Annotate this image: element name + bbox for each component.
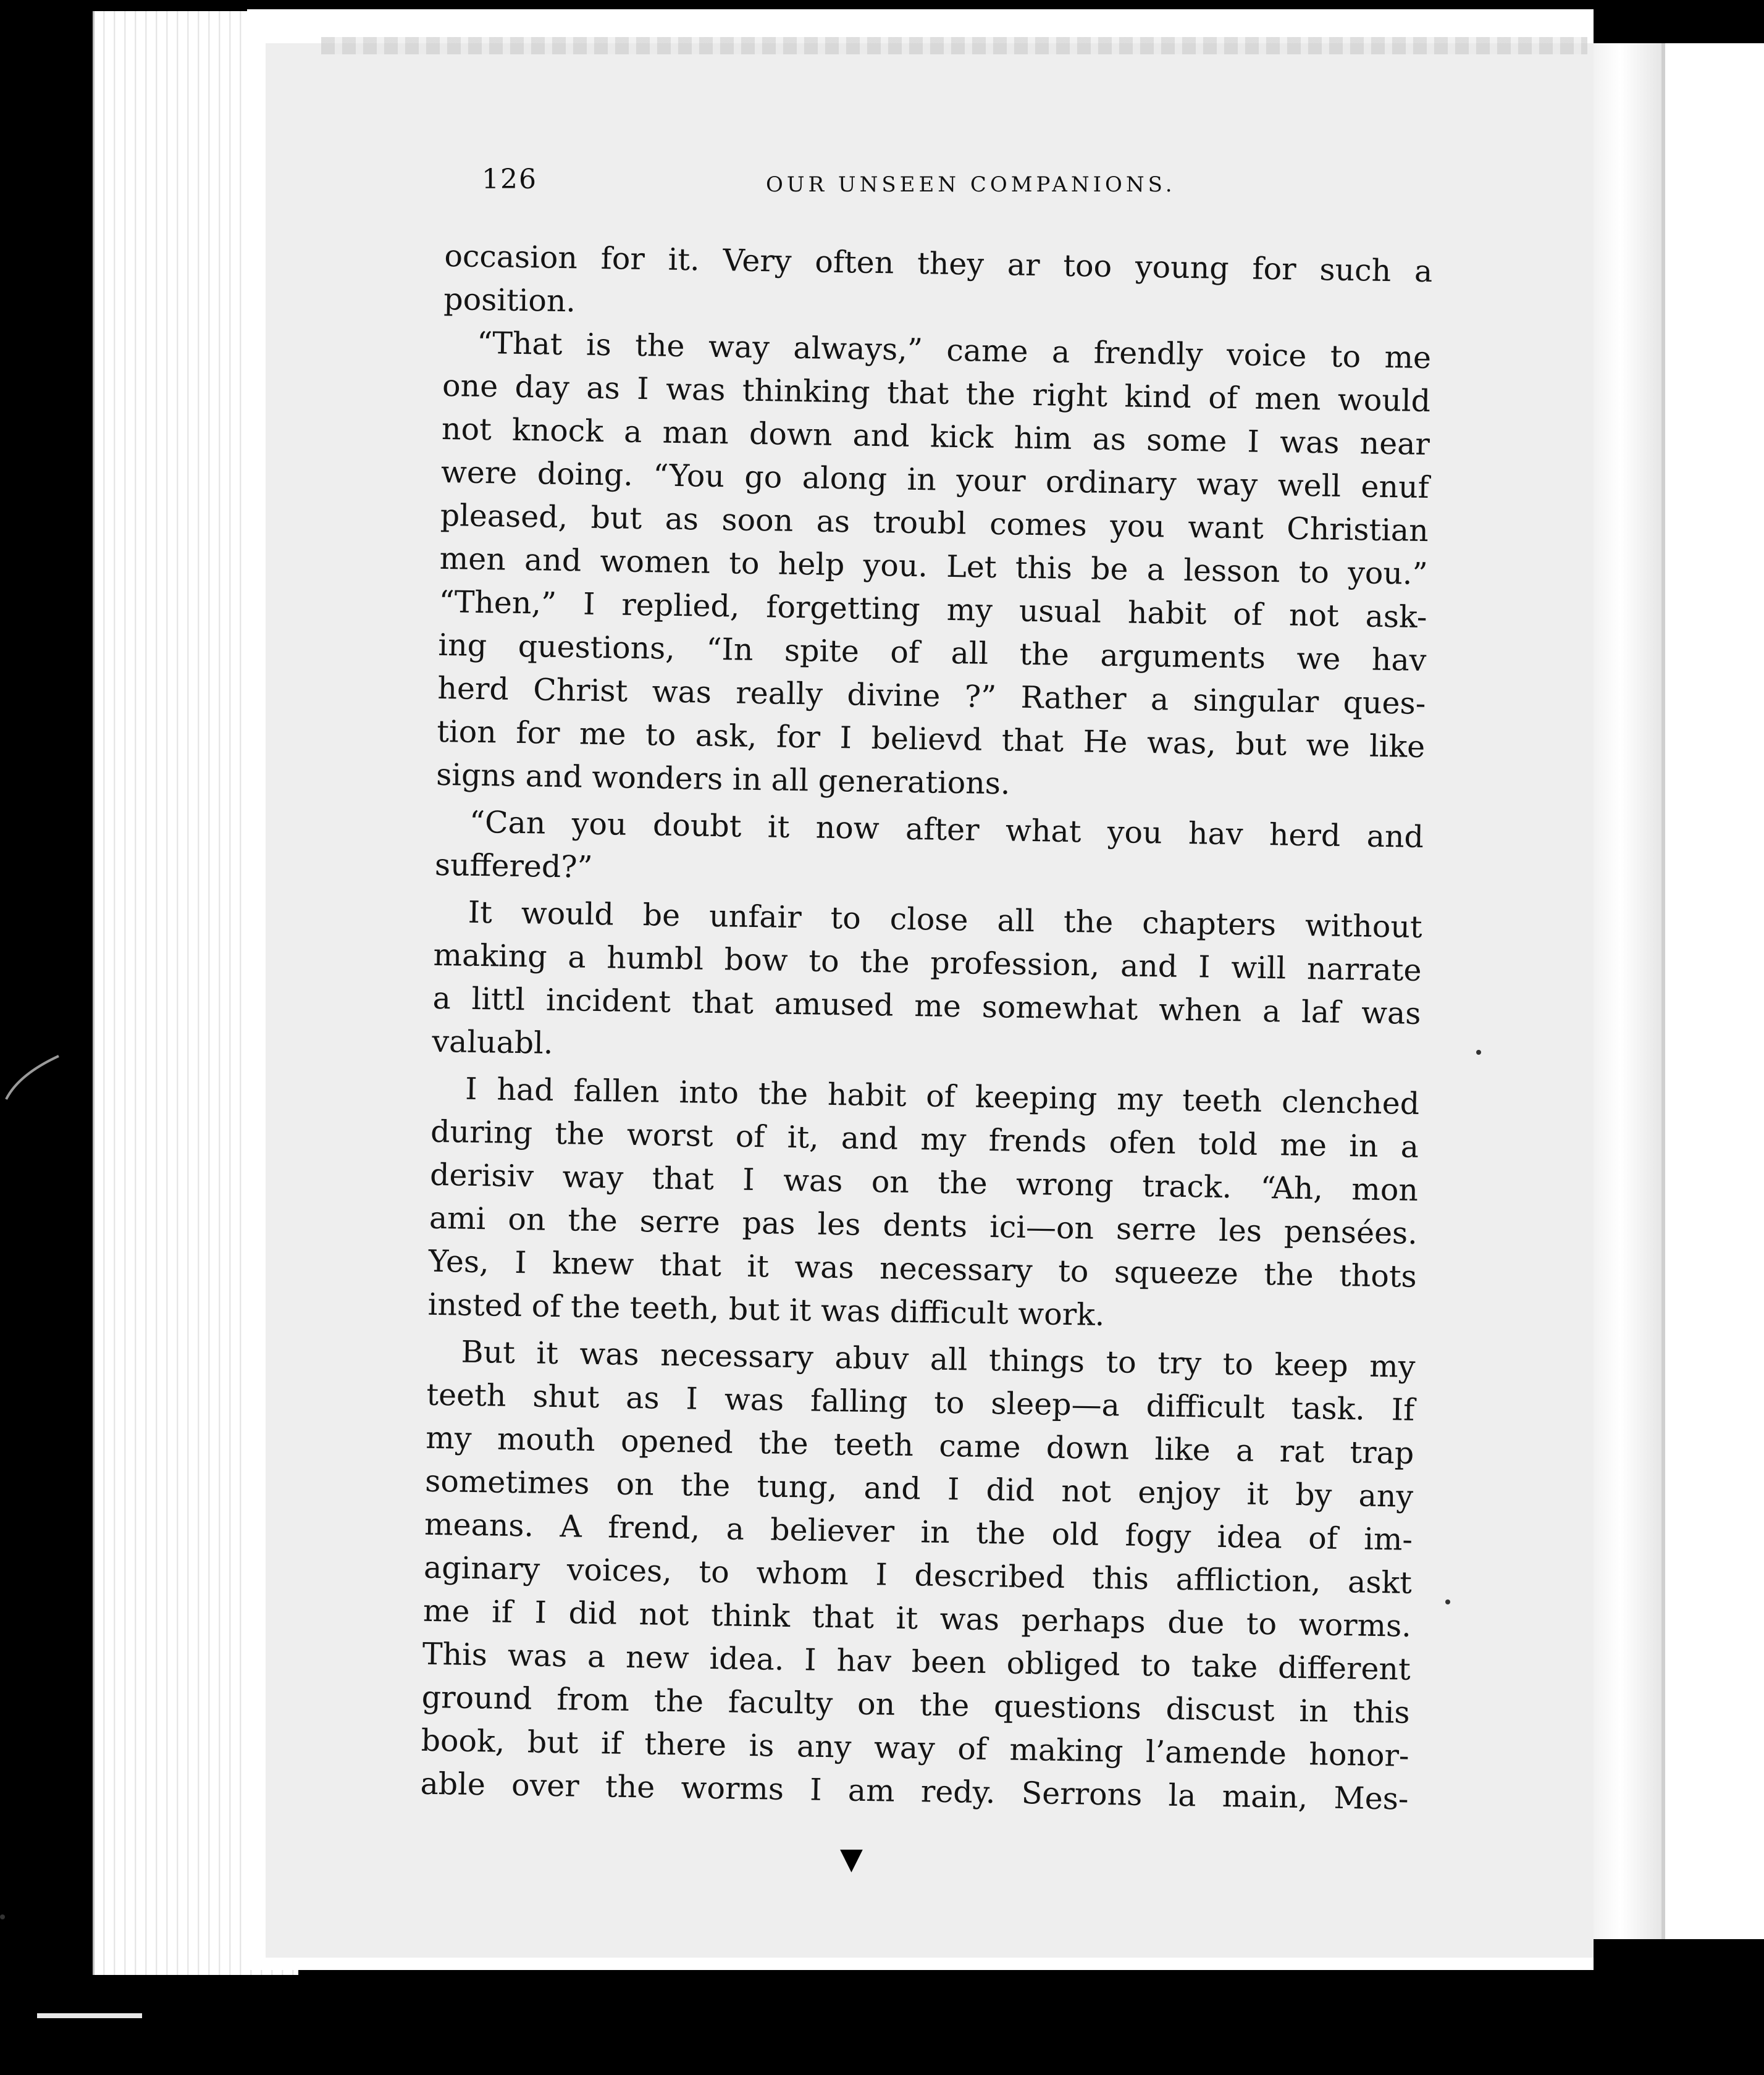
text-line: derisiv way that I was on the wrong track. “Ah, mon (429, 1157, 1419, 1208)
text-line: It would be unfair to close all the chapters without (468, 894, 1423, 945)
text-line: “That is the way always,” came a frendly voice to me (476, 325, 1432, 376)
body-text (420, 235, 1433, 1819)
text-line: means. A frend, a believer in the old fogy idea of im- (424, 1506, 1413, 1557)
text-line: But it was necessary abuv all things to try to keep my (461, 1334, 1416, 1385)
page-number: 126 (482, 164, 537, 195)
text-line: I had fallen into the habit of keeping my teeth clenched (464, 1071, 1420, 1121)
stray-dot (0, 1914, 5, 1919)
text-line: insted of the teeth, but it was difficult work. (427, 1286, 1105, 1333)
bleed-through-band (321, 37, 1587, 54)
text-line: position. (443, 281, 576, 319)
signature-mark: ▼ (840, 1842, 863, 1876)
text-line: me if I did not think that it was perhaps due to worms. (422, 1593, 1412, 1644)
facing-page-edge (1661, 43, 1764, 1939)
text-line: signs and wonders in all generations. (435, 757, 1010, 802)
text-line: pleased, but as soon as troubl comes you want Christian (440, 497, 1429, 549)
scan-smudge (37, 2013, 142, 2018)
text-line: herd Christ was really divine ?” Rather a singular ques- (437, 670, 1426, 722)
text-line: ground from the faculty on the questions discust in this (421, 1679, 1411, 1730)
text-line: a littl incident that amused me somewhat when a laf was (432, 980, 1421, 1031)
text-line: my mouth opened the teeth came down like a rat trap (425, 1420, 1414, 1471)
text-line: aginary voices, to whom I described this affliction, askt (423, 1549, 1413, 1601)
text-line: This was a new idea. I hav been obliged to take different (422, 1636, 1411, 1687)
stray-dot (1445, 1599, 1450, 1604)
text-line: book, but if there is any way of making l’amende honor- (421, 1722, 1409, 1774)
stray-dot (1476, 1050, 1481, 1055)
text-line: “Can you doubt it now after what you hav herd and (469, 804, 1424, 855)
running-head (482, 157, 1594, 207)
text-line: valuabl. (432, 1023, 553, 1061)
text-line: sometimes on the tung, and I did not enjoy it by any (424, 1463, 1414, 1514)
text-line: Yes, I knew that it was necessary to squeeze the thots (428, 1243, 1418, 1294)
running-title: OUR UNSEEN COMPANIONS. (766, 172, 1176, 197)
text-line: men and women to help you. Let this be a lesson to you.” (439, 540, 1429, 592)
text-line: “Then,” I replied, forgetting my usual habit of not ask- (439, 584, 1427, 635)
text-line: making a humbl bow to the profession, and I will narrate (433, 937, 1422, 988)
book-gutter (1594, 43, 1661, 1939)
text-line: during the worst of it, and my frends ofen told me in a (430, 1113, 1419, 1165)
text-line: were doing. “You go along in your ordinary way well enuf (440, 454, 1430, 506)
text-line: suffered?” (434, 847, 594, 885)
text-line: not knock a man down and kick him as some I was near (441, 411, 1430, 463)
margin-mark (0, 1050, 62, 1105)
text-line: tion for me to ask, for I believd that He was, but we like (436, 713, 1426, 765)
text-line: teeth shut as I was falling to sleep—a difficult task. If (426, 1377, 1415, 1428)
text-line: one day as I was thinking that the right kind of men would (442, 367, 1431, 419)
text-line: occasion for it. Very often they ar too young for such a (444, 238, 1433, 290)
text-line: ing questions, “In spite of all the arguments we hav (438, 627, 1427, 679)
text-line: able over the worms I am redy. Serrons la main, Mes- (420, 1766, 1409, 1817)
text-line: ami on the serre pas les dents ici—on serre les pensées. (429, 1200, 1418, 1251)
